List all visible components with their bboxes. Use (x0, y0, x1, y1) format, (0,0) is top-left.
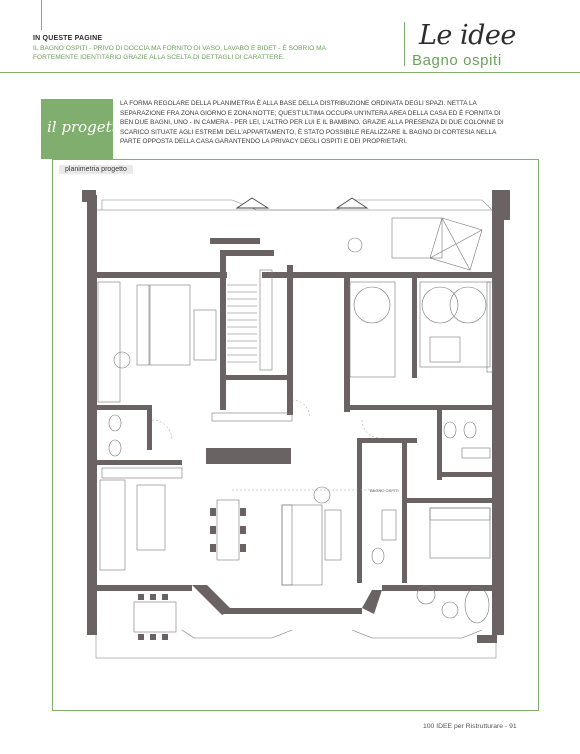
frame-line-top-right (390, 72, 580, 73)
frame-line-top-left (0, 72, 390, 73)
wall-right (492, 220, 504, 635)
wall-left (87, 195, 97, 635)
section-tag (41, 99, 127, 159)
frame-line-plan-top (52, 159, 539, 160)
frame-line-plan-left (52, 159, 53, 711)
brand-title: Le idee (419, 20, 516, 51)
section-tag-label: il progetto (47, 118, 127, 136)
intro-paragraph: LA FORMA REGOLARE DELLA PLANIMETRIA È ALLA BASE DELLA DISTRIBUZIONE ORDINATA DEGLI SPAZI. NETTA LA SEPARAZIONE FRA ZONA GIORNO E ZONA NOTTE; QUEST'ULTIMA OCCUPA UN'INTERA AREA DELLA CASA ED È FORNITA DI BEN DUE BAGNI, UNO - IN CAMERA - PER LEI, L'ALTRO PER LUI E IL BAMBINO. GRAZIE ALLA PRESENZA DI DUE COLONNE DI SCARICO SITUATE AGLI ESTREMI DELL'APPARTAMENTO, È STATO POSSIBILE REALIZZARE IL BAGNO DI CORTESIA NELLA PARTE OPPOSTA DELLA CASA GARANTENDO LA PRIVACY DEGLI OSPITI E DEI PROPRIETARI. (120, 100, 504, 146)
guest-bath-label: BAGNO OSPITI (370, 488, 399, 493)
brand-subtitle: Bagno ospiti (412, 52, 502, 69)
floor-plan (82, 190, 512, 660)
frame-line-divider (404, 22, 405, 66)
plan-label: planimetria progetto (59, 165, 133, 174)
frame-line-plan-bottom (52, 710, 539, 711)
header-description: IL BAGNO OSPITI - PRIVO DI DOCCIA MA FORNITO DI VASO, LAVABO E BIDET - È SOBRIO MA FORTEMENTE IDENTITARIO GRAZIE ALLA SCELTA DI DETTAGLI DI CARATTERE. (33, 45, 326, 61)
frame-line-left (41, 0, 42, 30)
frame-line-plan-right (538, 159, 539, 711)
page-footer: 100 IDEE per Ristrutturare - 91 (423, 723, 517, 730)
header-kicker: IN QUESTE PAGINE (33, 35, 103, 42)
